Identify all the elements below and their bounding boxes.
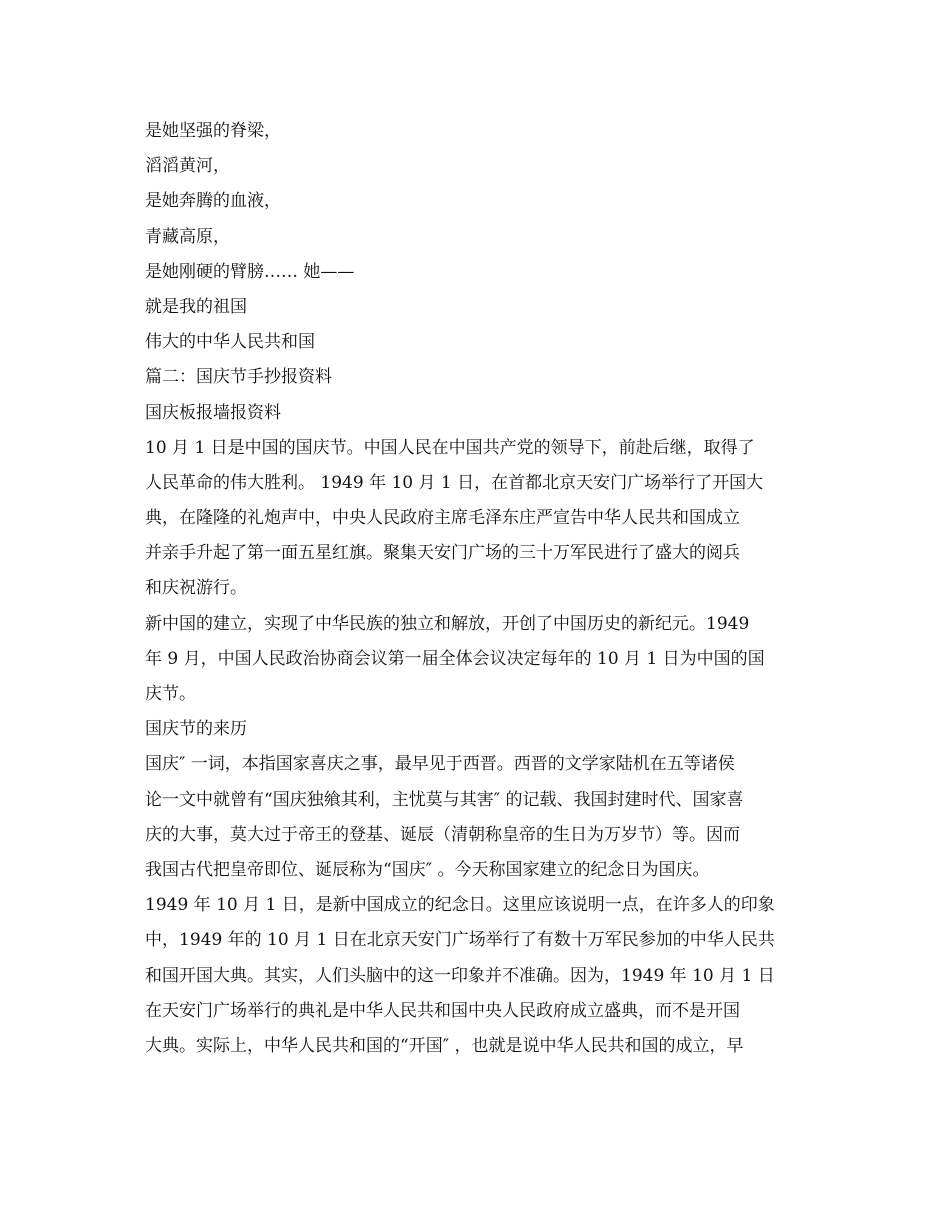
paragraph-line: 和庆祝游行。 — [145, 578, 247, 599]
paragraph-line: 和国开国大典。其实，人们头脑中的这一印象并不准确。因为，1949 年 10 月 1 日 — [145, 965, 775, 986]
paragraph-line: 庆节。 — [145, 684, 196, 704]
paragraph-line: 我国古代把皇帝即位、诞辰称为“国庆″ 。今天称国家建立的纪念日为国庆。 — [145, 859, 710, 880]
text-line: 是她坚强的脊梁， — [145, 121, 281, 141]
paragraph-line: 10 月 1 日是中国的国庆节。中国人民在中国共产党的领导下，前赴后继，取得了 — [145, 437, 755, 458]
paragraph-line: 典，在隆隆的礼炮声中，中央人民政府主席毛泽东庄严宣告中华人民共和国成立 — [145, 508, 740, 529]
paragraph-line: 新中国的建立，实现了中华民族的独立和解放，开创了中国历史的新纪元。1949 — [145, 613, 750, 634]
text-line: 伟大的中华人民共和国 — [145, 332, 315, 353]
paragraph-line: 人民革命的伟大胜利。 1949 年 10 月 1 日，在首都北京天安门广场举行了开国大 — [145, 472, 764, 493]
paragraph-line: 年 9 月，中国人民政治协商会议第一届全体会议决定每年的 10 月 1 日为中国的国 — [145, 648, 765, 669]
text-line: 就是我的祖国 — [145, 296, 247, 317]
paragraph-line: 论一文中就曾有“国庆独飨其利，主忧莫与其害″ 的记载、我国封建时代、国家喜 — [145, 789, 744, 810]
document-page — [145, 114, 805, 1064]
section-heading: 篇二：国庆节手抄报资料 — [145, 367, 332, 388]
text-line: 是她刚硬的臂膀…… 她—— — [145, 261, 355, 282]
paragraph-line: 大典。实际上，中华人民共和国的“开国″ ，也就是说中华人民共和国的成立，早 — [145, 1035, 744, 1056]
paragraph-line: 并亲手升起了第一面五星红旗。聚集天安门广场的三十万军民进行了盛大的阅兵 — [145, 543, 740, 564]
subheading: 国庆板报墙报资料 — [145, 402, 281, 423]
text-line: 滔滔黄河， — [145, 156, 230, 177]
paragraph-line: 在天安门广场举行的典礼是中华人民共和国中央人民政府成立盛典，而不是开国 — [145, 1000, 740, 1021]
text-line: 青藏高原， — [145, 226, 230, 247]
paragraph-line: 庆的大事，莫大过于帝王的登基、诞辰（清朝称皇帝的生日为万岁节）等。因而 — [145, 824, 740, 845]
paragraph-line: 国庆″ 一词，本指国家喜庆之事，最早见于西晋。西晋的文学家陆机在五等诸侯 — [145, 754, 735, 775]
subheading: 国庆节的来历 — [145, 719, 247, 740]
paragraph-line: 1949 年 10 月 1 日，是新中国成立的纪念日。这里应该说明一点，在许多人的印象 — [145, 895, 775, 916]
paragraph-line: 中，1949 年的 10 月 1 日在北京天安门广场举行了有数十万军民参加的中华人民共 — [145, 930, 775, 951]
text-line: 是她奔腾的血液， — [145, 191, 281, 212]
